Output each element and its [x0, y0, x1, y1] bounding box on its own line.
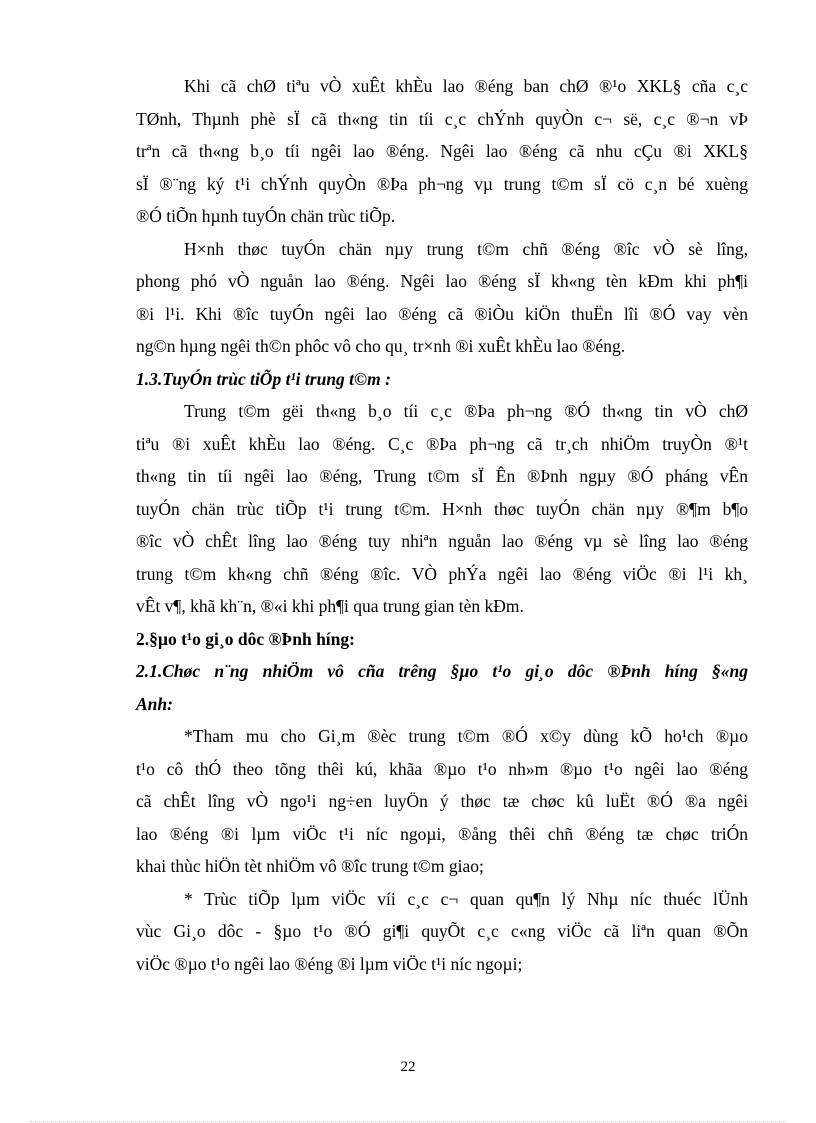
text-line: khai thùc hiÖn tèt nhiÖm vô ®îc trung t©m giao;: [136, 856, 484, 876]
text-line: ®îc vÒ chÊt lîng lao ®éng tuy nhiªn nguån lao ®éng vµ sè lîng lao ®éng: [136, 531, 748, 551]
text-line: th«ng tin tíi ngêi lao ®éng, Trung t©m sÏ Ên ®Þnh ngµy ®Ó pháng vÊn: [136, 466, 748, 486]
heading-line: 2.1.Chøc n¨ng nhiÖm vô cña trêng §µo t¹o gi¸o dôc ®Þnh híng §«ng: [136, 661, 748, 681]
text-line: sÏ ®¨ng ký t¹i chÝnh quyÒn ®Þa ph¬ng vµ trung t©m sÏ cö c¸n bé xuèng: [136, 173, 748, 194]
text-line: t¹o cô thÓ theo tõng thêi kú, khãa ®µo t¹o nh»m ®µo t¹o ngêi lao ®éng: [136, 758, 748, 779]
text-line: TØnh, Thµnh phè sÏ cã th«ng tin tíi c¸c chÝnh quyÒn c¬ së, c¸c ®¬n vÞ: [136, 108, 748, 129]
text-line: lao ®éng ®i lµm viÖc t¹i níc ngoµi, ®ång thêi chñ ®éng tæ chøc triÓn: [136, 823, 748, 844]
section-heading-1-3: [136, 363, 748, 396]
text-line: Trung t©m gëi th«ng b¸o tíi c¸c ®Þa ph¬ng ®Ó th«ng tin vÒ chØ: [184, 401, 748, 421]
text-line: tuyÓn chän trùc tiÕp t¹i trung t©m. H×nh thøc tuyÓn chän nµy ®¶m b¶o: [136, 498, 748, 519]
text-line: tiªu ®i xuÊt khÈu lao ®éng. C¸c ®Þa ph¬ng cã tr¸ch nhiÖm truyÒn ®¹t: [136, 433, 748, 454]
text-line: ®i l¹i. Khi ®îc tuyÓn ngêi lao ®éng cã ®iÒu kiÖn thuËn lîi ®Ó vay vèn: [136, 303, 748, 324]
text-line: *Tham mu cho Gi¸m ®èc trung t©m ®Ó x©y dùng kÕ ho¹ch ®µo: [184, 726, 748, 746]
text-line: cã chÊt lîng vÒ ngo¹i ng÷en luyÖn ý thøc tæ chøc kû luËt ®Ó ®a ngêi: [136, 791, 748, 811]
text-line: viÖc ®µo t¹o ngêi lao ®éng ®i lµm viÖc t¹i níc ngoµi;: [136, 953, 523, 974]
heading-line: 1.3.TuyÓn trùc tiÕp t¹i trung t©m :: [136, 368, 391, 389]
text-line: ng©n hµng ngêi th©n phôc vô cho qu¸ tr×nh ®i xuÊt khÈu lao ®éng.: [136, 336, 626, 356]
text-line: trªn cã th«ng b¸o tíi ngêi lao ®éng. Ngêi lao ®éng cã nhu cÇu ®i XKL§: [136, 141, 748, 161]
paragraph-recruitment-local: [136, 70, 748, 233]
heading-line: Anh:: [136, 693, 173, 714]
section-heading-2: [136, 623, 748, 656]
section-heading-2-1: [136, 655, 748, 720]
paragraph-advise-director: [136, 720, 748, 883]
paragraph-center-recruitment: [136, 395, 748, 623]
text-line: vùc Gi¸o dôc - §µo t¹o ®Ó gi¶i quyÕt c¸c c«ng viÖc cã liªn quan ®Õn: [136, 921, 748, 941]
text-line: trung t©m kh«ng chñ ®éng ®îc. VÒ phÝa ngêi lao ®éng viÖc ®i l¹i kh¸: [136, 563, 748, 584]
text-line: Khi cã chØ tiªu vÒ xuÊt khÈu lao ®éng ban chØ ®¹o XKL§ cña c¸c: [184, 76, 748, 96]
text-line: * Trùc tiÕp lµm viÖc víi c¸c c¬ quan qu¶n lý Nhµ níc thuéc lÜnh: [184, 888, 748, 909]
paragraph-work-with-agencies: [136, 883, 748, 981]
page-number: 22: [400, 1059, 416, 1075]
text-line: phong phó vÒ nguån lao ®éng. Ngêi lao ®éng sÏ kh«ng tèn kÐm khi ph¶i: [136, 271, 748, 291]
text-line: vÊt v¶, khã kh¨n, ®«i khi ph¶i qua trung gian tèn kÐm.: [136, 596, 524, 616]
page-content: [136, 70, 748, 980]
text-line: ®Ó tiÕn hµnh tuyÓn chän trùc tiÕp.: [136, 206, 396, 226]
page-bottom-divider: [30, 1121, 786, 1122]
paragraph-recruitment-benefits: [136, 233, 748, 363]
heading-line: 2.§µo t¹o gi¸o dôc ®Þnh híng:: [136, 628, 355, 649]
text-line: H×nh thøc tuyÓn chän nµy trung t©m chñ ®éng ®îc vÒ sè lîng,: [184, 238, 748, 259]
